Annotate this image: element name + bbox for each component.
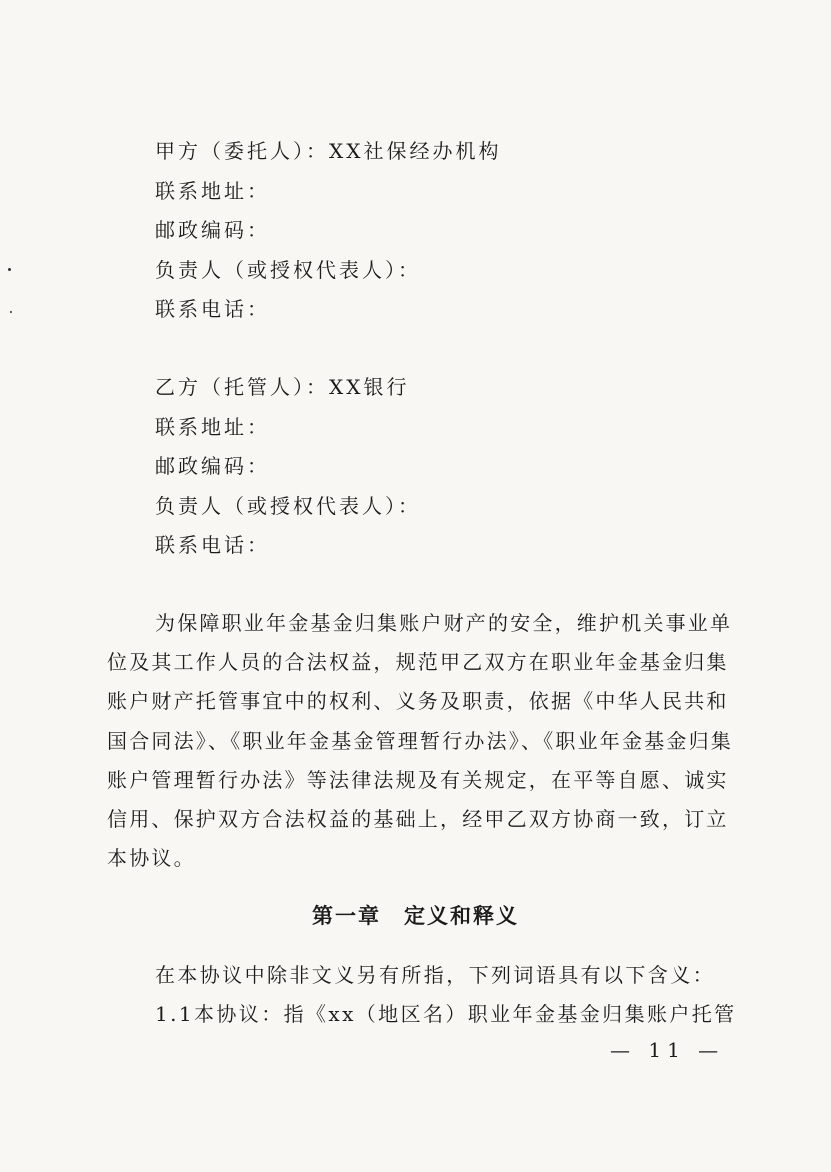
preamble-line: 账户财产托管事宜中的权利、义务及职责，依据《中华人民共和 bbox=[107, 689, 729, 713]
scan-speck bbox=[10, 311, 12, 313]
chapter-intro: 在本协议中除非文义另有所指，下列词语具有以下含义： bbox=[155, 963, 715, 987]
party-a-address: 联系地址： bbox=[155, 179, 270, 203]
party-a-phone: 联系电话： bbox=[155, 297, 270, 321]
party-b-postcode: 邮政编码： bbox=[155, 454, 270, 478]
preamble-line: 位及其工作人员的合法权益，规范甲乙双方在职业年金基金归集 bbox=[107, 650, 729, 674]
preamble-line: 为保障职业年金基金归集账户财产的安全，维护机关事业单 bbox=[155, 611, 733, 635]
item-1-1: 1.1本协议：指《xx（地区名）职业年金基金归集账户托管 bbox=[155, 1002, 737, 1026]
preamble-line: 国合同法》、《职业年金基金管理暂行办法》、《职业年金基金归集 bbox=[107, 729, 733, 753]
party-b-address: 联系地址： bbox=[155, 415, 270, 439]
page-number: — 11 — bbox=[610, 1038, 725, 1062]
party-a-representative: 负责人（或授权代表人）： bbox=[155, 258, 421, 282]
preamble-line: 账户管理暂行办法》等法律法规及有关规定，在平等自愿、诚实 bbox=[107, 768, 729, 792]
party-b-representative: 负责人（或授权代表人）： bbox=[155, 494, 421, 518]
party-b-title: 乙方（托管人）：XX银行 bbox=[155, 375, 410, 399]
preamble-line: 本协议。 bbox=[107, 846, 196, 870]
scan-speck bbox=[8, 268, 11, 271]
preamble-line: 信用、保护双方合法权益的基础上，经甲乙双方协商一致，订立 bbox=[107, 807, 729, 831]
party-b-phone: 联系电话： bbox=[155, 533, 270, 557]
party-a-title: 甲方（委托人）：XX社保经办机构 bbox=[155, 139, 502, 163]
chapter-title: 第一章 定义和释义 bbox=[312, 904, 519, 928]
party-a-postcode: 邮政编码： bbox=[155, 218, 270, 242]
